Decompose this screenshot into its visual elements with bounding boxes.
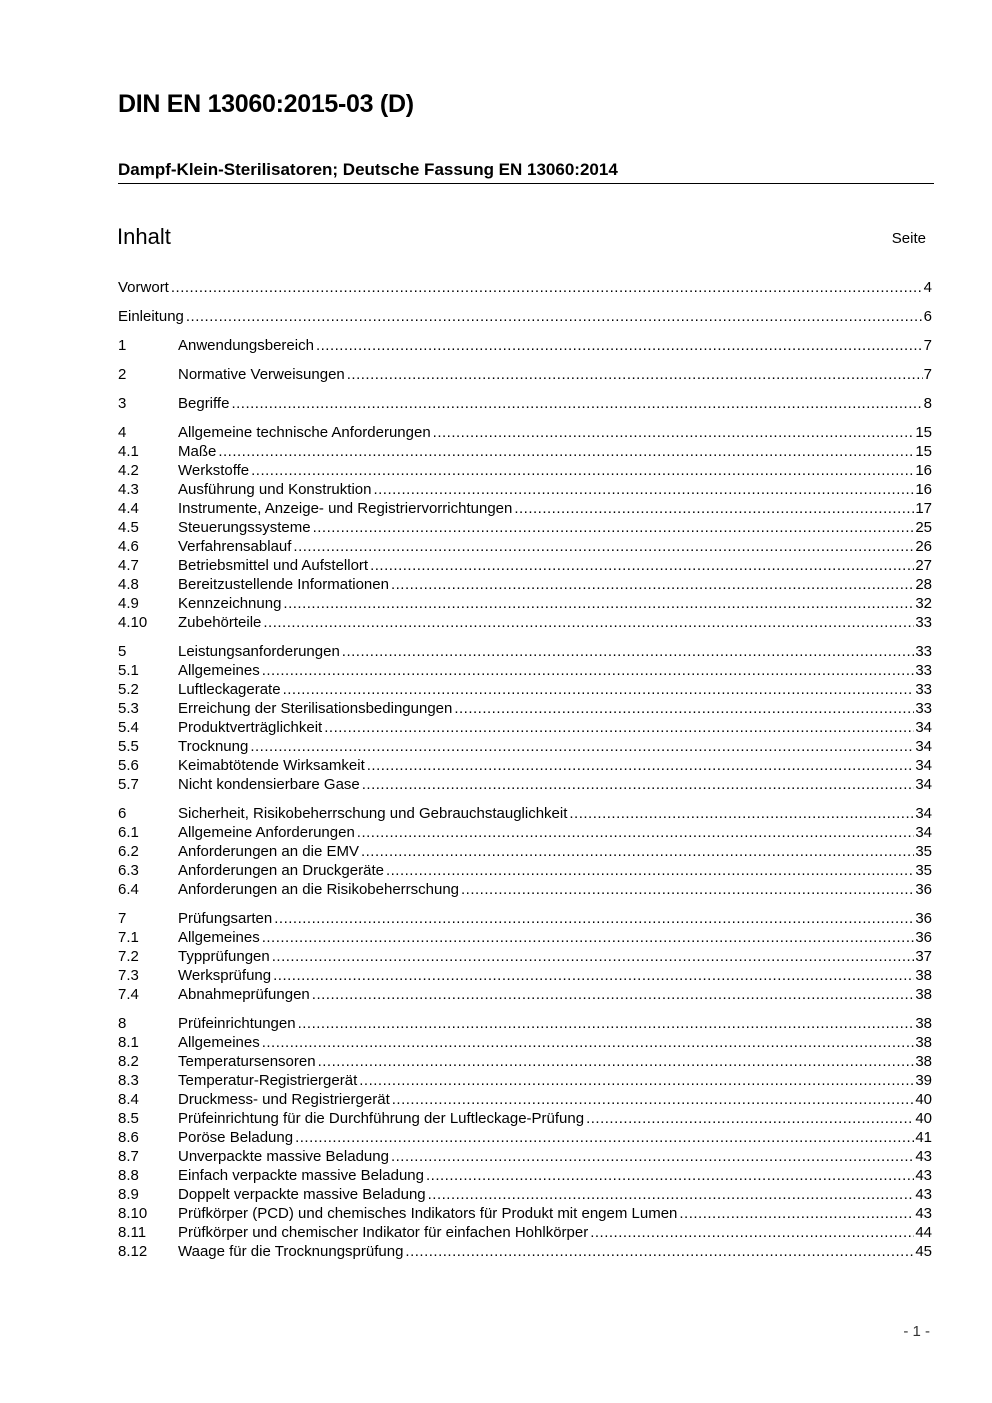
- toc-dot-leader: [405, 1242, 914, 1261]
- toc-entry-page: 16: [915, 481, 932, 498]
- toc-dot-leader: [316, 336, 923, 355]
- toc-entry-label: Sicherheit, Risikobeherrschung und Gebrauchstauglichkeit: [178, 805, 568, 822]
- toc-entry[interactable]: [118, 842, 932, 861]
- toc-entry-page: 38: [915, 1034, 932, 1051]
- toc-entry-page: 26: [915, 538, 932, 555]
- toc-entry-label: Zubehörteile: [178, 614, 262, 631]
- toc-entry[interactable]: [118, 718, 932, 737]
- toc-entry-page: 41: [915, 1129, 932, 1146]
- toc-entry-label: Anforderungen an die EMV: [178, 843, 359, 860]
- toc-entry-number: 8.3: [118, 1072, 139, 1089]
- toc-entry-number: 6.2: [118, 843, 139, 860]
- toc-entry[interactable]: [118, 1166, 932, 1185]
- toc-entry-page: 37: [915, 948, 932, 965]
- toc-entry-label: Nicht kondensierbare Gase: [178, 776, 360, 793]
- toc-entry-number: 4.5: [118, 519, 139, 536]
- toc-entry-label: Abnahmeprüfungen: [178, 986, 310, 1003]
- toc-entry-number: 4.9: [118, 595, 139, 612]
- toc-entry[interactable]: [118, 423, 932, 442]
- toc-entry-page: 34: [915, 738, 932, 755]
- toc-entry-label: Temperatursensoren: [178, 1053, 316, 1070]
- toc-dot-leader: [263, 613, 914, 632]
- toc-dot-leader: [433, 423, 915, 442]
- toc-entry[interactable]: [118, 1242, 932, 1261]
- toc-dot-leader: [370, 556, 914, 575]
- toc-entry-number: 5.3: [118, 700, 139, 717]
- toc-dot-leader: [312, 985, 915, 1004]
- toc-entry-number: 4.7: [118, 557, 139, 574]
- toc-entry[interactable]: [118, 1185, 932, 1204]
- toc-entry[interactable]: [118, 680, 932, 699]
- toc-entry[interactable]: [118, 442, 932, 461]
- toc-entry-number: 6.1: [118, 824, 139, 841]
- toc-entry[interactable]: [118, 756, 932, 775]
- toc-dot-leader: [392, 1090, 915, 1109]
- toc-entry-label: Prüfeinrichtung für die Durchführung der Luftleckage-Prüfung: [178, 1110, 585, 1127]
- toc-dot-leader: [218, 442, 914, 461]
- toc-entry-page: 34: [915, 805, 932, 822]
- document-subtitle: Dampf-Klein-Sterilisatoren; Deutsche Fassung EN 13060:2014: [118, 160, 618, 179]
- toc-entry-label: Temperatur-Registriergerät: [178, 1072, 358, 1089]
- toc-entry-page: 40: [915, 1110, 932, 1127]
- toc-entry-label: Allgemeines: [178, 662, 260, 679]
- toc-entry-number: 2: [118, 366, 127, 383]
- toc-entry[interactable]: [118, 537, 932, 556]
- toc-entry-number: 5.2: [118, 681, 139, 698]
- toc-entry-page: 6: [923, 308, 932, 325]
- toc-entry-page: 34: [915, 757, 932, 774]
- toc-entry-number: 5.4: [118, 719, 139, 736]
- toc-entry-page: 43: [915, 1167, 932, 1184]
- toc-entry[interactable]: [118, 1014, 932, 1033]
- toc-entry[interactable]: [118, 642, 932, 661]
- toc-entry-label: Kennzeichnung: [178, 595, 282, 612]
- toc-dot-leader: [461, 880, 914, 899]
- toc-entry-number: 5.7: [118, 776, 139, 793]
- toc-dot-leader: [428, 1185, 915, 1204]
- toc-entry-page: 27: [915, 557, 932, 574]
- toc-entry[interactable]: [118, 966, 932, 985]
- toc-dot-leader: [293, 537, 914, 556]
- toc-entry-page: 4: [923, 279, 932, 296]
- toc-entry-label: Prüfkörper und chemischer Indikator für einfachen Hohlkörper: [178, 1224, 589, 1241]
- toc-entry-number: 7: [118, 910, 127, 927]
- toc-entry-page: 36: [915, 929, 932, 946]
- toc-dot-leader: [283, 594, 914, 613]
- toc-entry-number: 5: [118, 643, 127, 660]
- toc-entry-label: Erreichung der Sterilisationsbedingungen: [178, 700, 453, 717]
- toc-entry-page: 15: [915, 424, 932, 441]
- toc-entry-page: 38: [915, 1015, 932, 1032]
- toc-entry-number: 8.1: [118, 1034, 139, 1051]
- toc-dot-leader: [231, 394, 922, 413]
- toc-entry-label: Anwendungsbereich: [178, 337, 314, 354]
- toc-entry[interactable]: [118, 307, 932, 326]
- toc-entry-label: Prüfungsarten: [178, 910, 273, 927]
- toc-entry-number: 3: [118, 395, 127, 412]
- toc-entry-page: 33: [915, 662, 932, 679]
- toc-entry-number: 6.3: [118, 862, 139, 879]
- toc-entry-number: 8.4: [118, 1091, 139, 1108]
- toc-entry-label: Luftleckagerate: [178, 681, 281, 698]
- toc-entry[interactable]: [118, 1109, 932, 1128]
- toc-entry[interactable]: [118, 594, 932, 613]
- toc-entry-label: Produktverträglichkeit: [178, 719, 323, 736]
- toc-entry[interactable]: [118, 394, 932, 413]
- toc-entry-number: 8.7: [118, 1148, 139, 1165]
- toc-entry-number: 8: [118, 1015, 127, 1032]
- toc-entry-label: Allgemeine Anforderungen: [178, 824, 355, 841]
- toc-entry-number: 5.5: [118, 738, 139, 755]
- toc-dot-leader: [186, 307, 923, 326]
- toc-entry[interactable]: [118, 480, 932, 499]
- toc-entry-label: Bereitzustellende Informationen: [178, 576, 389, 593]
- toc-dot-leader: [342, 642, 915, 661]
- toc-entry-label: Steuerungssysteme: [178, 519, 311, 536]
- toc-entry-page: 43: [915, 1205, 932, 1222]
- toc-entry-label: Typprüfungen: [178, 948, 270, 965]
- toc-entry-number: 5.6: [118, 757, 139, 774]
- toc-entry-number: 4.2: [118, 462, 139, 479]
- toc-entry[interactable]: [118, 1223, 932, 1242]
- toc-entry-number: 4.4: [118, 500, 139, 517]
- toc-entry-label: Allgemeines: [178, 929, 260, 946]
- toc-entry-page: 28: [915, 576, 932, 593]
- toc-entry-page: 33: [915, 614, 932, 631]
- toc-entry-number: 7.2: [118, 948, 139, 965]
- toc-entry-label: Maße: [178, 443, 217, 460]
- toc-entry-label: Verfahrensablauf: [178, 538, 292, 555]
- toc-entry[interactable]: [118, 499, 932, 518]
- toc-entry-number: 8.8: [118, 1167, 139, 1184]
- toc-entry-label: Werkstoffe: [178, 462, 250, 479]
- toc-entry-label: Poröse Beladung: [178, 1129, 294, 1146]
- title-divider: [118, 183, 934, 184]
- toc-entry-label: Druckmess- und Registriergerät: [178, 1091, 390, 1108]
- toc-entry-label: Werksprüfung: [178, 967, 272, 984]
- toc-entry-label: Vorwort: [118, 279, 169, 296]
- toc-entry-number: 8.9: [118, 1186, 139, 1203]
- toc-entry-page: 40: [915, 1091, 932, 1108]
- toc-entry-page: 34: [915, 776, 932, 793]
- toc-entry[interactable]: [118, 1071, 932, 1090]
- toc-dot-leader: [426, 1166, 914, 1185]
- toc-entry[interactable]: [118, 1128, 932, 1147]
- toc-entry[interactable]: [118, 336, 932, 355]
- toc-entry[interactable]: [118, 1052, 932, 1071]
- toc-entry-page: 44: [915, 1224, 932, 1241]
- toc-heading: Inhalt: [117, 224, 171, 249]
- toc-dot-leader: [283, 680, 915, 699]
- toc-entry[interactable]: [118, 928, 932, 947]
- toc-entry[interactable]: [118, 823, 932, 842]
- toc-dot-leader: [679, 1204, 914, 1223]
- toc-entry-number: 7.1: [118, 929, 139, 946]
- toc-entry[interactable]: [118, 575, 932, 594]
- toc-dot-leader: [373, 480, 914, 499]
- toc-page-column-heading: Seite: [891, 230, 926, 247]
- toc-entry-number: 7.3: [118, 967, 139, 984]
- toc-dot-leader: [318, 1052, 915, 1071]
- toc-dot-leader: [386, 861, 914, 880]
- toc-entry-page: 38: [915, 986, 932, 1003]
- toc-entry-label: Begriffe: [178, 395, 230, 412]
- toc-dot-leader: [586, 1109, 914, 1128]
- toc-entry-page: 43: [915, 1148, 932, 1165]
- toc-entry-page: 36: [915, 910, 932, 927]
- toc-entry[interactable]: [118, 613, 932, 632]
- toc-entry-page: 34: [915, 824, 932, 841]
- toc-entry[interactable]: [118, 985, 932, 1004]
- toc-dot-leader: [514, 499, 914, 518]
- toc-entry-page: 8: [923, 395, 932, 412]
- toc-entry[interactable]: [118, 1090, 932, 1109]
- toc-dot-leader: [367, 756, 915, 775]
- toc-entry-number: 7.4: [118, 986, 139, 1003]
- toc-entry[interactable]: [118, 1033, 932, 1052]
- toc-entry-number: 8.11: [118, 1224, 147, 1241]
- toc-entry-label: Trocknung: [178, 738, 249, 755]
- toc-entry[interactable]: [118, 556, 932, 575]
- toc-entry-page: 7: [923, 366, 932, 383]
- toc-dot-leader: [357, 823, 915, 842]
- toc-entry-page: 16: [915, 462, 932, 479]
- toc-dot-leader: [295, 1128, 914, 1147]
- toc-entry-number: 4.6: [118, 538, 139, 555]
- toc-dot-leader: [273, 966, 914, 985]
- toc-dot-leader: [251, 461, 914, 480]
- toc-entry[interactable]: [118, 661, 932, 680]
- toc-entry-label: Allgemeines: [178, 1034, 260, 1051]
- toc-entry-label: Betriebsmittel und Aufstellort: [178, 557, 369, 574]
- toc-entry-page: 7: [923, 337, 932, 354]
- toc-entry[interactable]: [118, 880, 932, 899]
- toc-dot-leader: [347, 365, 923, 384]
- toc-entry-label: Keimabtötende Wirksamkeit: [178, 757, 365, 774]
- toc-dot-leader: [324, 718, 914, 737]
- toc-entry-page: 45: [915, 1243, 932, 1260]
- toc-entry-label: Waage für die Trocknungsprüfung: [178, 1243, 404, 1260]
- toc-entry[interactable]: [118, 518, 932, 537]
- toc-entry-page: 38: [915, 1053, 932, 1070]
- toc-entry-page: 39: [915, 1072, 932, 1089]
- toc-entry-number: 8.5: [118, 1110, 139, 1127]
- toc-entry-label: Doppelt verpackte massive Beladung: [178, 1186, 426, 1203]
- toc-entry[interactable]: [118, 1204, 932, 1223]
- toc-entry-number: 8.12: [118, 1243, 148, 1260]
- toc-entry-label: Prüfeinrichtungen: [178, 1015, 296, 1032]
- toc-entry[interactable]: [118, 699, 932, 718]
- toc-entry-number: 8.10: [118, 1205, 148, 1222]
- toc-entry-label: Allgemeine technische Anforderungen: [178, 424, 431, 441]
- toc-dot-leader: [262, 661, 915, 680]
- toc-entry-number: 6: [118, 805, 127, 822]
- table-of-contents: [118, 278, 932, 1261]
- toc-dot-leader: [171, 278, 923, 297]
- toc-entry-number: 1: [118, 337, 127, 354]
- toc-entry-number: 4.1: [118, 443, 139, 460]
- toc-entry-page: 32: [915, 595, 932, 612]
- toc-entry-label: Ausführung und Konstruktion: [178, 481, 372, 498]
- toc-entry-page: 25: [915, 519, 932, 536]
- toc-entry-number: 4.3: [118, 481, 139, 498]
- toc-dot-leader: [454, 699, 914, 718]
- toc-entry-page: 35: [915, 843, 932, 860]
- toc-entry-page: 34: [915, 719, 932, 736]
- toc-entry-page: 33: [915, 700, 932, 717]
- toc-entry-page: 36: [915, 881, 932, 898]
- toc-dot-leader: [274, 909, 914, 928]
- toc-entry-number: 4.10: [118, 614, 148, 631]
- page-number: - 1 -: [903, 1323, 930, 1340]
- toc-entry-page: 33: [915, 681, 932, 698]
- toc-entry[interactable]: [118, 365, 932, 384]
- toc-entry[interactable]: [118, 775, 932, 794]
- toc-entry[interactable]: [118, 947, 932, 966]
- toc-entry-label: Einfach verpackte massive Beladung: [178, 1167, 424, 1184]
- toc-dot-leader: [313, 518, 915, 537]
- toc-entry-label: Einleitung: [118, 308, 184, 325]
- toc-dot-leader: [362, 775, 915, 794]
- toc-entry-page: 33: [915, 643, 932, 660]
- toc-entry-number: 8.2: [118, 1053, 139, 1070]
- toc-entry-number: 6.4: [118, 881, 139, 898]
- toc-entry-label: Instrumente, Anzeige- und Registriervorrichtungen: [178, 500, 513, 517]
- toc-entry[interactable]: [118, 1147, 932, 1166]
- toc-dot-leader: [569, 804, 914, 823]
- toc-dot-leader: [391, 575, 914, 594]
- toc-entry-number: 5.1: [118, 662, 139, 679]
- toc-dot-leader: [262, 1033, 915, 1052]
- toc-dot-leader: [262, 928, 915, 947]
- toc-entry-label: Prüfkörper (PCD) und chemisches Indikators für Produkt mit engem Lumen: [178, 1205, 678, 1222]
- toc-entry-page: 35: [915, 862, 932, 879]
- toc-entry-label: Anforderungen an Druckgeräte: [178, 862, 384, 879]
- toc-entry[interactable]: [118, 461, 932, 480]
- toc-entry[interactable]: [118, 861, 932, 880]
- toc-dot-leader: [250, 737, 914, 756]
- toc-entry-label: Unverpackte massive Beladung: [178, 1148, 389, 1165]
- toc-entry-label: Leistungsanforderungen: [178, 643, 340, 660]
- toc-entry[interactable]: [118, 737, 932, 756]
- toc-entry-page: 17: [915, 500, 932, 517]
- toc-entry-page: 15: [915, 443, 932, 460]
- toc-entry-label: Normative Verweisungen: [178, 366, 345, 383]
- toc-entry-label: Anforderungen an die Risikobeherrschung: [178, 881, 460, 898]
- toc-entry-number: 4: [118, 424, 127, 441]
- toc-entry-page: 43: [915, 1186, 932, 1203]
- toc-dot-leader: [391, 1147, 914, 1166]
- toc-dot-leader: [361, 842, 914, 861]
- toc-dot-leader: [590, 1223, 914, 1242]
- toc-entry[interactable]: [118, 909, 932, 928]
- toc-entry-number: 4.8: [118, 576, 139, 593]
- toc-dot-leader: [298, 1014, 915, 1033]
- toc-dot-leader: [272, 947, 915, 966]
- toc-dot-leader: [359, 1071, 914, 1090]
- toc-entry-page: 38: [915, 967, 932, 984]
- toc-entry-number: 8.6: [118, 1129, 139, 1146]
- toc-entry[interactable]: [118, 804, 932, 823]
- toc-entry[interactable]: [118, 278, 932, 297]
- document-title: DIN EN 13060:2015-03 (D): [118, 90, 414, 118]
